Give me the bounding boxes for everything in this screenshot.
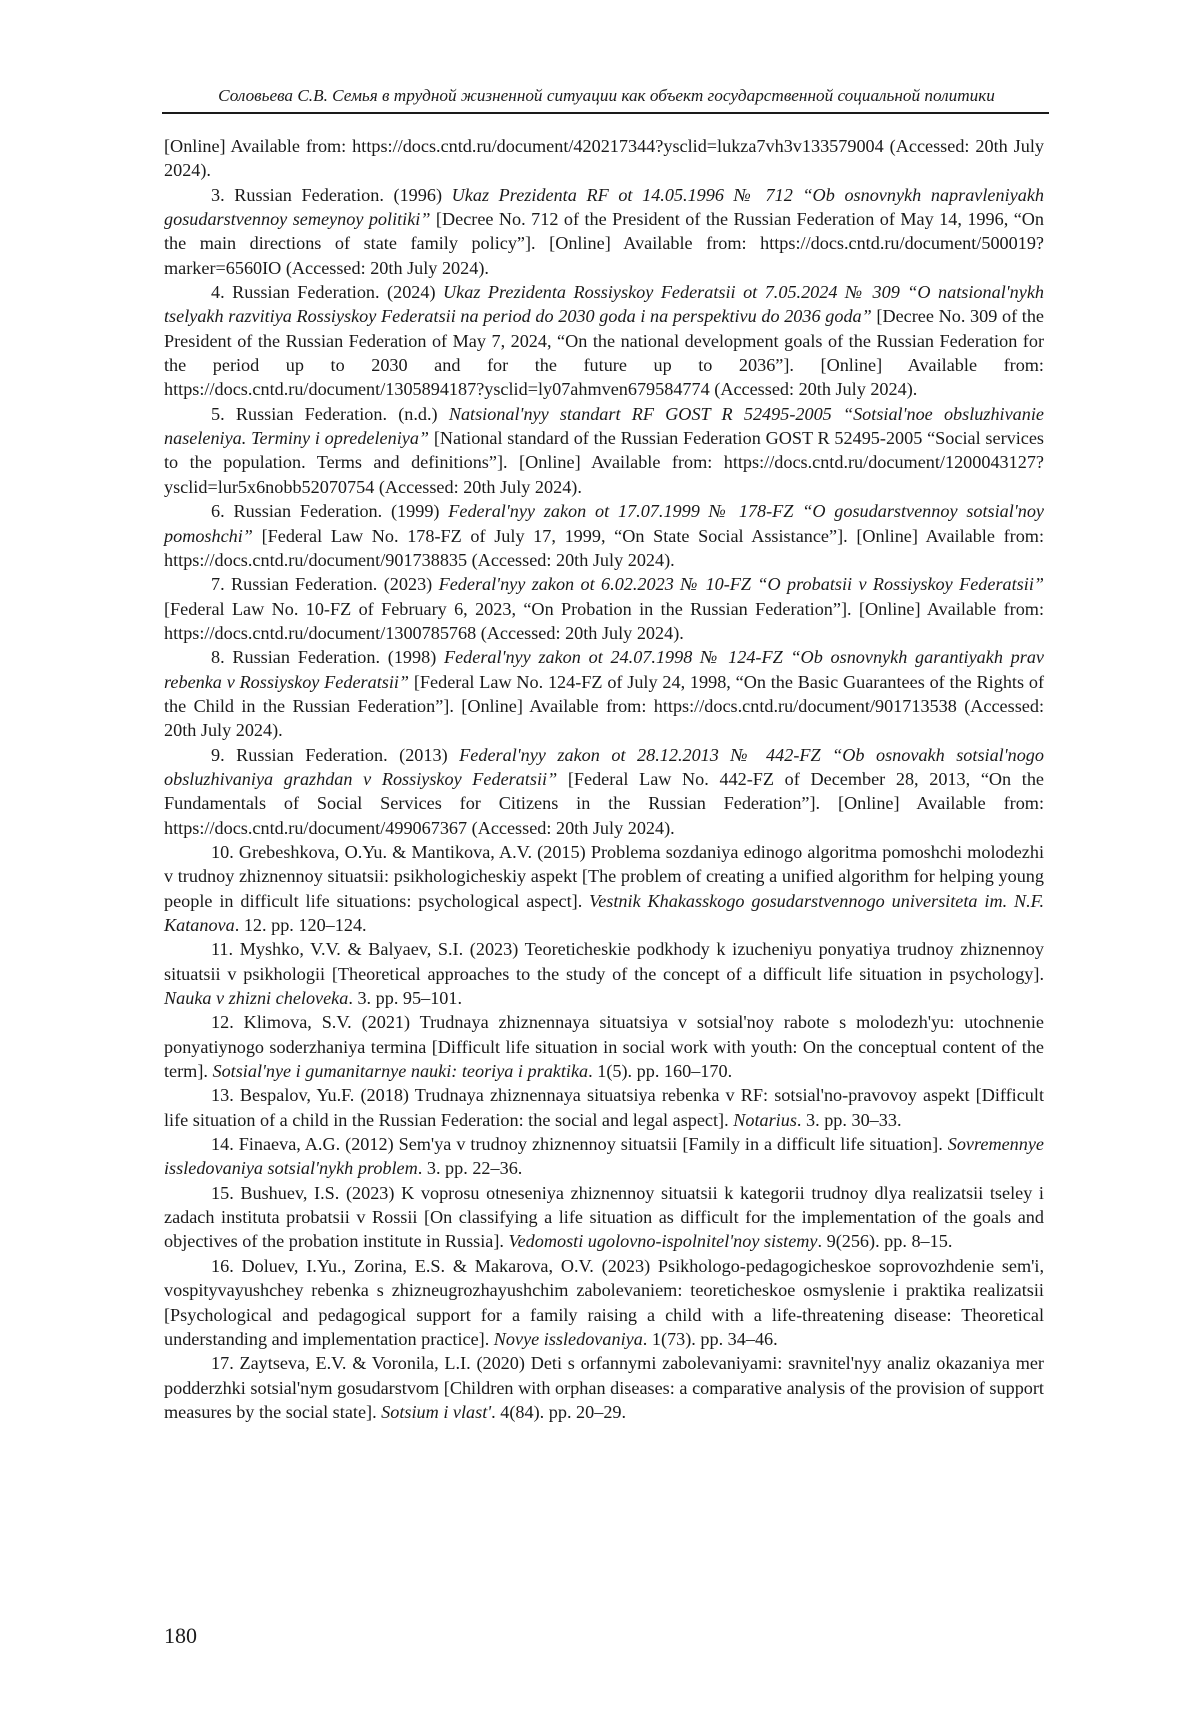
reference-text: . 1(5). pp. 160–170. [588,1061,733,1082]
reference-continuation [164,134,1044,183]
reference-entry [164,743,1044,840]
reference-text: 5. Russian Federation. (n.d.) [211,403,449,424]
reference-italic-title: Federal'nyy zakon ot 17.07.1999 № 178-FZ “O gosudarstvennoy sotsial'noy pomoshchi” [164,501,1044,546]
reference-italic-title: Vestnik Khakasskogo gosudarstvennogo universiteta im. N.F. Katanova [164,890,1044,935]
reference-italic-title: Federal'nyy zakon ot 28.12.2013 № 442-FZ “Ob osnovakh sotsial'nogo obsluzhivaniya grazhdan v Rossiyskoy Federatsii” [164,744,1044,789]
reference-entry [164,183,1044,280]
reference-italic-title: Sovremennye issledovaniya sotsial'nykh problem [164,1134,1044,1179]
reference-text: 14. Finaeva, A.G. (2012) Sem'ya v trudnoy zhiznennoy situatsii [Family in a difficult life situation]. [211,1134,948,1155]
reference-italic-title: Sotsial'nye i gumanitarnye nauki: teoriya i praktika [212,1061,589,1082]
reference-text: 17. Zaytseva, E.V. & Voronila, L.I. (2020) Deti s orfannymi zabolevaniyami: sravnitel'nyy analiz okazaniya mer podderzhki sotsial'nym gosudarstvom [Children with orphan diseases: a comparative analysis of the provision of support measures by the social state]. [164,1353,1044,1422]
reference-text: 4. Russian Federation. (2024) [211,282,444,303]
reference-entry [164,572,1044,645]
reference-text: 9. Russian Federation. (2013) [211,744,460,765]
reference-italic-title: Nauka v zhizni cheloveka [164,988,349,1009]
reference-entry [164,1010,1044,1083]
reference-entry [164,937,1044,1010]
reference-text: [Federal Law No. 10-FZ of February 6, 2023, “On Probation in the Russian Federation”]. [Online] Available from: https://docs.cntd.ru/document/1300785768 (Accessed: 20th July 2024). [164,598,1044,643]
reference-text: [Federal Law No. 442-FZ of December 28, 2013, “On the Fundamentals of Social Services for Citizens in the Russian Federation”]. [Online] Available from: https://docs.cntd.ru/document/499067367 (Accessed: 20th July 2024). [164,768,1044,838]
reference-text: 3. Russian Federation. (1996) [211,184,452,205]
reference-italic-title: Federal'nyy zakon ot 24.07.1998 № 124-FZ “Ob osnovnykh garantiyakh prav rebenka v Rossiyskoy Federatsii” [164,647,1044,692]
page-number: 180 [164,1623,197,1648]
reference-text: 15. Bushuev, I.S. (2023) K voprosu otneseniya zhiznennoy situatsii k kategorii trudnoy dlya realizatsii tseley i zadach instituta probatsii v Rossii [On classifying a life situation as difficult for the implementation of the goals and objectives of the probation institute in Russia]. [164,1182,1044,1252]
reference-entry [164,840,1044,937]
reference-entry [164,1181,1044,1254]
reference-text: . 1(73). pp. 34–46. [642,1328,778,1349]
header-divider [162,112,1049,114]
running-header: Соловьева С.В. Семья в трудной жизненной ситуации как объект государственной социальной политики [218,86,995,105]
reference-list [164,134,1044,1424]
reference-text: [Federal Law No. 178-FZ of July 17, 1999, “On State Social Assistance”]. [Online] Available from: https://docs.cntd.ru/document/901738835 (Accessed: 20th July 2024). [164,525,1044,570]
reference-text: [Online] Available from: https://docs.cntd.ru/document/420217344?ysclid=lukza7vh3v133579004 (Accessed: 20th July 2024). [164,136,1044,181]
reference-text: 16. Doluev, I.Yu., Zorina, E.S. & Makarova, O.V. (2023) Psikhologo-pedagogicheskoe soprovozhdenie sem'i, vospityvayushchey rebenka s zhizneugrozhayushchim zabolevaniem: teoreticheskoe osmyslenie i praktika realizatsii [Psychological and pedagogical support for a family raising a child with a life-threatening disease: Theoretical understanding and implementation practice]. [164,1255,1044,1349]
reference-text: 12. Klimova, S.V. (2021) Trudnaya zhiznennaya situatsiya v sotsial'noy rabote s molodezh'yu: utochnenie ponyatiynogo soderzhaniya termina [Difficult life situation in social work with youth: On the conceptual content of the term]. [164,1012,1044,1082]
reference-italic-title: Federal'nyy zakon ot 6.02.2023 № 10-FZ “O probatsii v Rossiyskoy Federatsii” [438,574,1044,595]
reference-entry [164,499,1044,572]
reference-entry [164,1132,1044,1181]
reference-text: 13. Bespalov, Yu.F. (2018) Trudnaya zhiznennaya situatsiya rebenka v RF: sotsial'no-pravovoy aspekt [Difficult life situation of a child in the Russian Federation: the social and legal aspect]. [164,1085,1044,1130]
reference-italic-title: Ukaz Prezidenta RF ot 14.05.1996 № 712 “Ob osnovnykh napravleniyakh gosudarstvennoy semeynoy politiki” [164,184,1044,230]
reference-text: . 3. pp. 30–33. [796,1109,902,1130]
reference-entry [164,645,1044,742]
reference-entry [164,1254,1044,1351]
reference-italic-title: Novye issledovaniya [493,1328,643,1349]
reference-text: 6. Russian Federation. (1999) [211,501,449,522]
reference-entry [164,1351,1044,1424]
reference-text: . 12. pp. 120–124. [234,915,367,935]
reference-text: [Federal Law No. 124-FZ of July 24, 1998, “On the Basic Guarantees of the Rights of the Child in the Russian Federation”]. [Online] Available from: https://docs.cntd.ru/document/901713538 (Accessed: 20th July 2024). [164,671,1044,741]
reference-text: 7. Russian Federation. (2023) [211,574,439,595]
reference-entry [164,1083,1044,1132]
reference-text: [National standard of the Russian Federation GOST R 52495-2005 “Social services to the population. Terms and definitions”]. [Online] Available from: https://docs.cntd.ru/document/1200043127?ysclid=lur5x6nobb52070754 (Accessed: 20th July 2024). [164,428,1044,497]
reference-text: . 9(256). pp. 8–15. [817,1231,953,1252]
reference-italic-title: Natsional'nyy standart RF GOST R 52495-2005 “Sotsial'noe obsluzhivanie naseleniya. Terminy i opredeleniya” [164,403,1044,449]
reference-italic-title: Notarius [733,1109,797,1130]
reference-text: . 3. pp. 22–36. [417,1158,523,1179]
reference-italic-title: Sotsium i vlast' [381,1401,492,1422]
reference-italic-title: Vedomosti ugolovno-ispolnitel'noy sistemy [508,1231,818,1252]
reference-italic-title: Ukaz Prezidenta Rossiyskoy Federatsii ot 7.05.2024 № 309 “O natsional'nykh tselyakh razvitiya Rossiyskoy Federatsii na period do 2030 goda i na perspektivu do 2036 goda” [164,282,1044,327]
reference-entry [164,402,1044,499]
reference-text: 10. Grebeshkova, O.Yu. & Mantikova, A.V. (2015) Problema sozdaniya edinogo algoritma pomoshchi molodezhi v trudnoy zhiznennoy situatsii: psikhologicheskiy aspekt [The problem of creating a unified algorithm for helping young people in difficult life situations: psychological aspect]. [164,841,1044,911]
reference-text: 11. Myshko, V.V. & Balyaev, S.I. (2023) Teoreticheskie podkhody k izucheniyu ponyatiya trudnoy zhiznennoy situatsii v psikhologii [Theoretical approaches to the study of the concept of a difficult life situation in psychology]. [164,939,1044,984]
reference-text: 8. Russian Federation. (1998) [211,647,444,668]
reference-text: . 3. pp. 95–101. [348,988,463,1009]
reference-text: . 4(84). pp. 20–29. [491,1401,627,1422]
reference-text: [Decree No. 712 of the President of the Russian Federation of May 14, 1996, “On the main directions of state family policy”]. [Online] Available from: https://docs.cntd.ru/document/500019?marker=6560IO (Accessed: 20th July 2024). [164,209,1044,278]
reference-text: [Decree No. 309 of the President of the Russian Federation of May 7, 2024, “On the national development goals of the Russian Federation for the period up to 2030 and for the future up to 2036”]. [Online] Available from: https://docs.cntd.ru/document/1305894187?ysclid=ly07ahmven679584774 (Accessed: 20th July 2024). [164,306,1045,400]
reference-entry [164,280,1044,402]
